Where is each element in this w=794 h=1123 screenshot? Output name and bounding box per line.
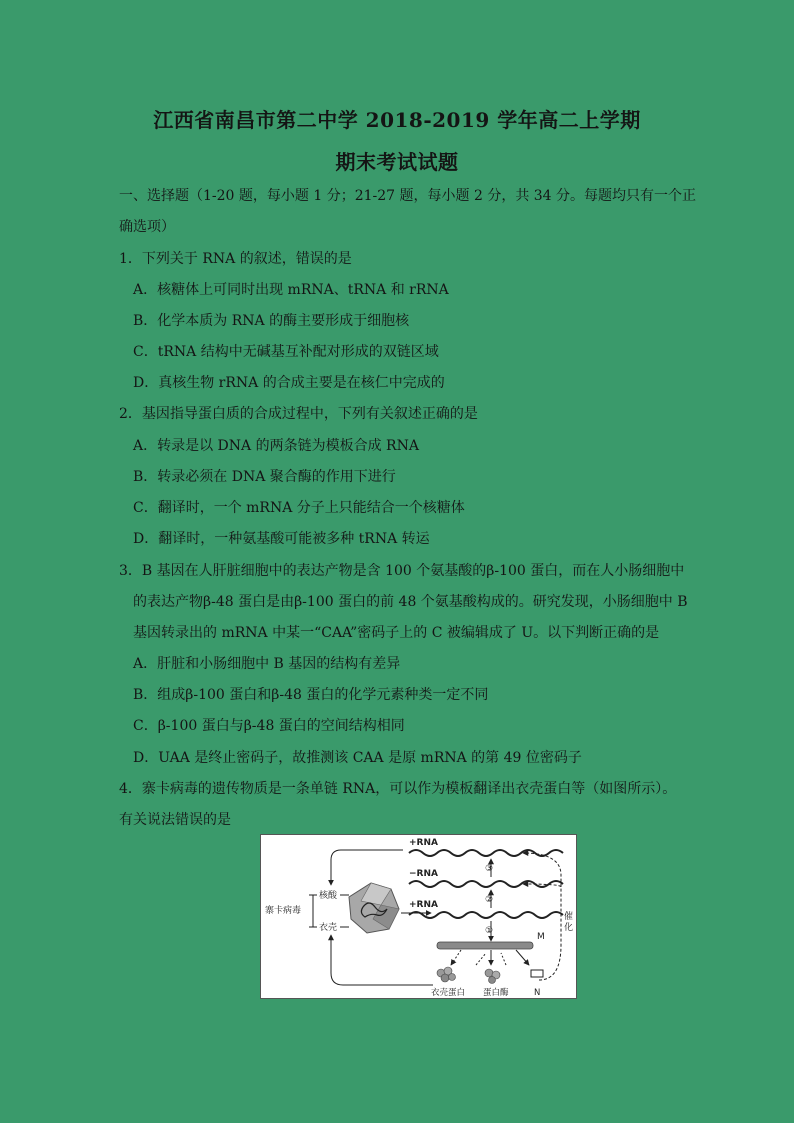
section-heading-cont: 确选项） [119,219,175,235]
virus-label: 寨卡病毒 [265,906,302,916]
question-3-option-b: B．组成β-100 蛋白和β-48 蛋白的化学元素种类一定不同 [133,687,489,703]
plus-rna-strand-top [409,850,563,856]
plus-rna-strand-bottom [409,912,563,918]
n-label: N [534,988,541,998]
n-protein-icon [531,970,543,977]
page-subtitle: 期末考试试题 [335,150,459,174]
polyprotein-bar [437,942,533,949]
section-heading: 一、选择题（1-20 题，每小题 1 分；21-27 题，每小题 2 分，共 34 分。每题均只有一个正 [119,188,697,204]
question-3-option-a: A．肝脏和小肠细胞中 B 基因的结构有差异 [133,656,401,672]
question-3-stem-cont: 基因转录出的 mRNA 中某一“CAA”密码子上的 C 被编辑成了 U。以下判断正确的是 [133,625,660,641]
question-4-stem: 4．寨卡病毒的遗传物质是一条单链 RNA，可以作为模板翻译出衣壳蛋白等（如图所示）。 [119,781,677,797]
question-1-option-d: D．真核生物 rRNA 的合成主要是在核仁中完成的 [133,375,445,391]
question-4-stem-cont: 有关说法错误的是 [119,812,231,828]
minus-rna-label: −RNA [409,869,438,879]
capsid-label: 衣壳 [319,923,338,933]
capsid-protein-icon [437,967,456,982]
catalysis-label: 催化 [564,912,574,933]
question-2-option-a: A．转录是以 DNA 的两条链为模板合成 RNA [133,438,419,454]
step-1-label: ① [485,926,494,936]
question-2-option-d: D．翻译时，一种氨基酸可能被多种 tRNA 转运 [133,531,430,547]
question-1-option-b: B．化学本质为 RNA 的酶主要形成于细胞核 [133,313,410,329]
question-2-option-b: B．转录必须在 DNA 聚合酶的作用下进行 [133,469,396,485]
nucleic-acid-label: 核酸 [319,891,338,901]
plus-rna-top-label: +RNA [409,838,438,848]
question-3-stem: 3．B 基因在人肝脏细胞中的表达产物是含 100 个氨基酸的β-100 蛋白，而在人小肠细胞中 [119,563,685,579]
zika-virus-diagram [260,834,577,999]
plus-rna-bottom-label: +RNA [409,900,438,910]
protease-label: 蛋白酶 [483,988,509,998]
question-2-stem: 2．基因指导蛋白质的合成过程中，下列有关叙述正确的是 [119,406,478,422]
question-1-option-c: C．tRNA 结构中无碱基互补配对形成的双链区域 [133,344,439,360]
page-title: 江西省南昌市第二中学 2018-2019 学年高二上学期 [153,108,641,132]
question-1-stem: 1．下列关于 RNA 的叙述，错误的是 [119,251,352,267]
m-label: M [537,932,545,942]
question-1-option-a: A．核糖体上可同时出现 mRNA、tRNA 和 rRNA [133,282,449,298]
virus-particle-icon [349,883,399,933]
question-3-option-d: D．UAA 是终止密码子，故推测该 CAA 是原 mRNA 的第 49 位密码子 [133,750,582,766]
protease-icon [485,969,500,984]
capsid-protein-label: 衣壳蛋白 [431,988,466,998]
question-3-option-c: C．β-100 蛋白与β-48 蛋白的空间结构相同 [133,718,405,734]
question-3-stem-cont: 的表达产物β-48 蛋白是由β-100 蛋白的前 48 个氨基酸构成的。研究发现，小肠细胞中 B [133,594,688,610]
step-3-label: ③ [485,864,494,874]
question-2-option-c: C．翻译时，一个 mRNA 分子上只能结合一个核糖体 [133,500,465,516]
step-2-label: ② [485,895,494,905]
